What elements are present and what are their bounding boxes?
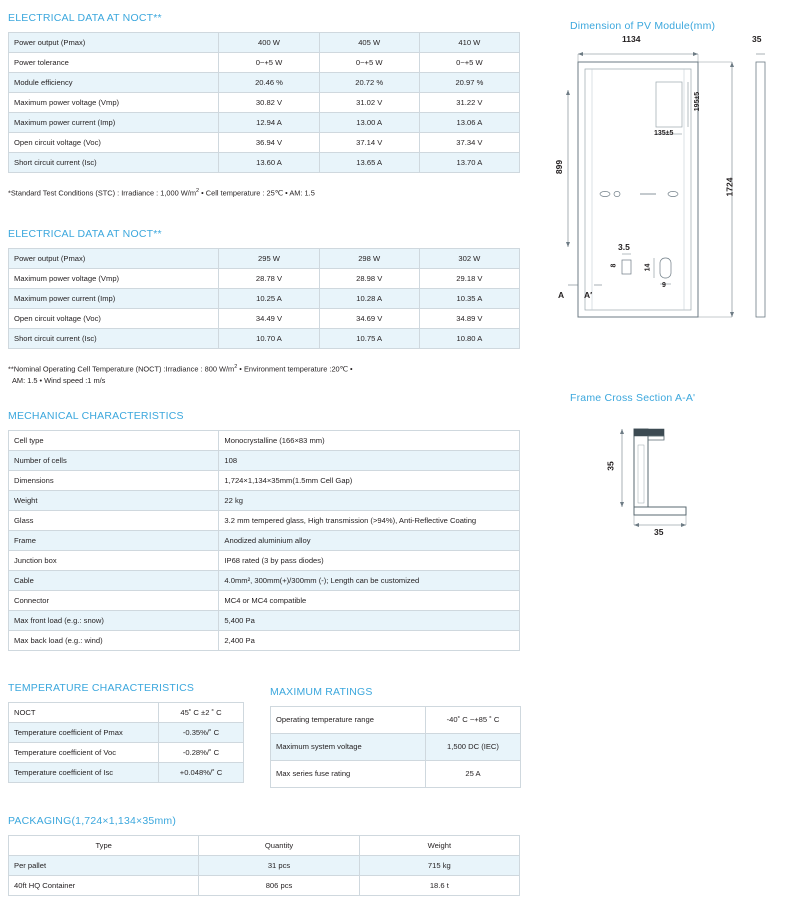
row-value: 31.22 V — [419, 93, 519, 113]
module-drawing-svg — [560, 42, 785, 342]
section-electrical-noct — [8, 228, 520, 387]
row-value: 1,500 DC (IEC) — [426, 734, 521, 761]
table-row — [9, 309, 520, 329]
table-row — [9, 703, 244, 723]
table-row — [9, 531, 520, 551]
row-value: 37.14 V — [319, 133, 419, 153]
footnote-text: **Nominal Operating Cell Temperature (NOCT) :Irradiance : 800 W/m — [8, 364, 235, 374]
row-value: 28.98 V — [319, 269, 419, 289]
row-value: 20.46 % — [219, 73, 319, 93]
row-label: Maximum power current (Imp) — [9, 289, 219, 309]
row-label: Frame — [9, 531, 219, 551]
row-label: Per pallet — [9, 856, 199, 876]
row-value: 806 pcs — [199, 876, 359, 896]
row-value: 13.65 A — [319, 153, 419, 173]
column-header: Quantity — [199, 836, 359, 856]
table-row — [9, 723, 244, 743]
row-label: Junction box — [9, 551, 219, 571]
row-label: Max series fuse rating — [271, 761, 426, 788]
table-row — [9, 153, 520, 173]
row-value: 1,724×1,134×35mm(1.5mm Cell Gap) — [219, 471, 520, 491]
row-value: 10.25 A — [219, 289, 319, 309]
row-label: Short circuit current (Isc) — [9, 329, 219, 349]
row-value: 25 A — [426, 761, 521, 788]
frame-section-svg — [600, 415, 780, 535]
footnote-noct — [8, 361, 520, 375]
section-title-frame-section: Frame Cross Section A-A' — [570, 392, 696, 404]
row-value: MC4 or MC4 compatible — [219, 591, 520, 611]
row-value: 36.94 V — [219, 133, 319, 153]
dim-hole-width: 3.5 — [618, 242, 630, 252]
row-value: 18.6 t — [359, 876, 519, 896]
electrical-noct-table — [8, 248, 520, 349]
row-value: 3.2 mm tempered glass, High transmission (>94%), Anti-Reflective Coating — [219, 511, 520, 531]
row-value: 45˚ C ±2 ˚ C — [159, 703, 244, 723]
pv-module-dimension-drawing — [554, 34, 785, 342]
row-value: -40˚ C ~+85 ˚ C — [426, 707, 521, 734]
dim-height-left: 899 — [554, 159, 565, 175]
table-row — [9, 329, 520, 349]
row-value: 10.35 A — [419, 289, 519, 309]
section-title-electrical-noct: ELECTRICAL DATA AT NOCT** — [8, 228, 162, 240]
row-value: Anodized aluminium alloy — [219, 531, 520, 551]
row-value: 34.69 V — [319, 309, 419, 329]
dim-width-top: 1134 — [622, 34, 641, 44]
row-value: 715 kg — [359, 856, 519, 876]
footnote-text-2: • Cell temperature : 25℃ • AM: 1.5 — [199, 188, 315, 198]
dim-hole-14: 14 — [644, 263, 652, 272]
row-value: +0.048%/˚ C — [159, 763, 244, 783]
row-value: 13.70 A — [419, 153, 519, 173]
row-label: Power output (Pmax) — [9, 33, 219, 53]
row-label: NOCT — [9, 703, 159, 723]
table-row — [9, 491, 520, 511]
frame-dim-height: 35 — [605, 461, 616, 471]
row-value: 295 W — [219, 249, 319, 269]
row-value: 410 W — [419, 33, 519, 53]
dim-jb-horizontal: 135±5 — [654, 130, 674, 137]
row-label: Number of cells — [9, 451, 219, 471]
row-label: Short circuit current (Isc) — [9, 153, 219, 173]
row-value: 302 W — [419, 249, 519, 269]
column-header: Type — [9, 836, 199, 856]
column-header: Weight — [359, 836, 519, 856]
row-label: Max front load (e.g.: snow) — [9, 611, 219, 631]
row-value: 13.60 A — [219, 153, 319, 173]
section-mechanical — [8, 410, 520, 651]
row-value: 31.02 V — [319, 93, 419, 113]
table-row — [9, 33, 520, 53]
row-label: Cell type — [9, 431, 219, 451]
row-value: 12.94 A — [219, 113, 319, 133]
row-value: -0.35%/˚ C — [159, 723, 244, 743]
dim-hole-height: 8 — [610, 263, 618, 268]
section-temperature — [8, 682, 243, 783]
row-label: Connector — [9, 591, 219, 611]
table-row — [271, 761, 521, 788]
section-title-mechanical: MECHANICAL CHARACTERISTICS — [8, 410, 184, 422]
section-title-dimension: Dimension of PV Module(mm) — [570, 20, 716, 32]
table-row — [9, 743, 244, 763]
table-row — [9, 471, 520, 491]
section-title-packaging: PACKAGING(1,724×1,134×35mm) — [8, 815, 177, 827]
section-maximum-ratings — [270, 686, 520, 788]
row-value: 400 W — [219, 33, 319, 53]
row-value: 5,400 Pa — [219, 611, 520, 631]
footnote-text-2: • Environment temperature :20℃ • — [237, 364, 353, 374]
row-label: Power tolerance — [9, 53, 219, 73]
section-packaging — [8, 815, 520, 896]
row-value: 28.78 V — [219, 269, 319, 289]
footnote-noct-line2: AM: 1.5 • Wind speed :1 m/s — [12, 376, 106, 386]
mechanical-table — [8, 430, 520, 651]
row-value: 0~+5 W — [219, 53, 319, 73]
table-row — [9, 53, 520, 73]
table-row — [9, 431, 520, 451]
dim-jb-vertical: 195±5 — [694, 91, 702, 112]
table-row — [9, 876, 520, 896]
table-header-row — [9, 836, 520, 856]
row-value: 10.80 A — [419, 329, 519, 349]
row-value: 29.18 V — [419, 269, 519, 289]
dim-thickness: 35 — [752, 34, 762, 44]
row-value: 22 kg — [219, 491, 520, 511]
section-title-maximum-ratings: MAXIMUM RATINGS — [270, 686, 373, 698]
table-row — [9, 631, 520, 651]
temperature-table — [8, 702, 244, 783]
table-row — [9, 249, 520, 269]
section-marker-a-prime: A′ — [584, 290, 593, 300]
table-row — [9, 269, 520, 289]
table-row — [271, 707, 521, 734]
table-row — [9, 856, 520, 876]
table-row — [9, 93, 520, 113]
row-value: 13.00 A — [319, 113, 419, 133]
row-label: Temperature coefficient of Isc — [9, 763, 159, 783]
footnote-text: *Standard Test Conditions (STC) : Irradiance : 1,000 W/m — [8, 188, 196, 198]
dim-hole-9: 9 — [662, 282, 666, 289]
row-value: 405 W — [319, 33, 419, 53]
row-label: Temperature coefficient of Voc — [9, 743, 159, 763]
row-value: 10.28 A — [319, 289, 419, 309]
table-row — [9, 133, 520, 153]
row-label: Glass — [9, 511, 219, 531]
row-value: 31 pcs — [199, 856, 359, 876]
row-value: 34.49 V — [219, 309, 319, 329]
section-electrical-stc — [8, 12, 520, 199]
table-row — [9, 289, 520, 309]
table-row — [271, 734, 521, 761]
footnote-stc — [8, 185, 520, 199]
row-value: 298 W — [319, 249, 419, 269]
table-row — [9, 451, 520, 471]
section-title-electrical-stc: ELECTRICAL DATA AT NOCT** — [8, 12, 162, 24]
frame-dim-width: 35 — [654, 527, 664, 537]
row-label: Power output (Pmax) — [9, 249, 219, 269]
row-value: 2,400 Pa — [219, 631, 520, 651]
packaging-table — [8, 835, 520, 896]
row-label: Dimensions — [9, 471, 219, 491]
frame-cross-section-drawing — [600, 415, 780, 535]
row-value: 4.0mm², 300mm(+)/300mm (-); Length can be customized — [219, 571, 520, 591]
row-label: Maximum power voltage (Vmp) — [9, 93, 219, 113]
row-label: Temperature coefficient of Pmax — [9, 723, 159, 743]
row-label: Maximum power current (Imp) — [9, 113, 219, 133]
row-value: -0.28%/˚ C — [159, 743, 244, 763]
row-value: 30.82 V — [219, 93, 319, 113]
row-label: Maximum power voltage (Vmp) — [9, 269, 219, 289]
row-value: 108 — [219, 451, 520, 471]
row-label: Maximum system voltage — [271, 734, 426, 761]
electrical-stc-table — [8, 32, 520, 173]
table-row — [9, 551, 520, 571]
row-value: 0~+5 W — [319, 53, 419, 73]
row-label: Module efficiency — [9, 73, 219, 93]
row-value: 0~+5 W — [419, 53, 519, 73]
table-row — [9, 611, 520, 631]
dim-height-right: 1724 — [724, 177, 735, 197]
section-marker-a: A — [558, 290, 565, 300]
maximum-ratings-table — [270, 706, 521, 788]
row-value: 37.34 V — [419, 133, 519, 153]
row-value: 20.97 % — [419, 73, 519, 93]
table-row — [9, 571, 520, 591]
section-title-temperature: TEMPERATURE CHARACTERISTICS — [8, 682, 195, 694]
row-value: Monocrystalline (166×83 mm) — [219, 431, 520, 451]
table-row — [9, 113, 520, 133]
row-label: Max back load (e.g.: wind) — [9, 631, 219, 651]
row-value: 10.75 A — [319, 329, 419, 349]
footnote-sup: 2 — [196, 188, 200, 194]
table-row — [9, 591, 520, 611]
row-label: Cable — [9, 571, 219, 591]
row-value: IP68 rated (3 by pass diodes) — [219, 551, 520, 571]
row-label: Open circuit voltage (Voc) — [9, 309, 219, 329]
row-label: Weight — [9, 491, 219, 511]
row-label: Open circuit voltage (Voc) — [9, 133, 219, 153]
table-row — [9, 511, 520, 531]
row-value: 10.70 A — [219, 329, 319, 349]
row-label: Operating temperature range — [271, 707, 426, 734]
row-value: 34.89 V — [419, 309, 519, 329]
table-row — [9, 73, 520, 93]
row-value: 13.06 A — [419, 113, 519, 133]
table-row — [9, 763, 244, 783]
row-label: 40ft HQ Container — [9, 876, 199, 896]
row-value: 20.72 % — [319, 73, 419, 93]
footnote-sup: 2 — [234, 364, 238, 370]
